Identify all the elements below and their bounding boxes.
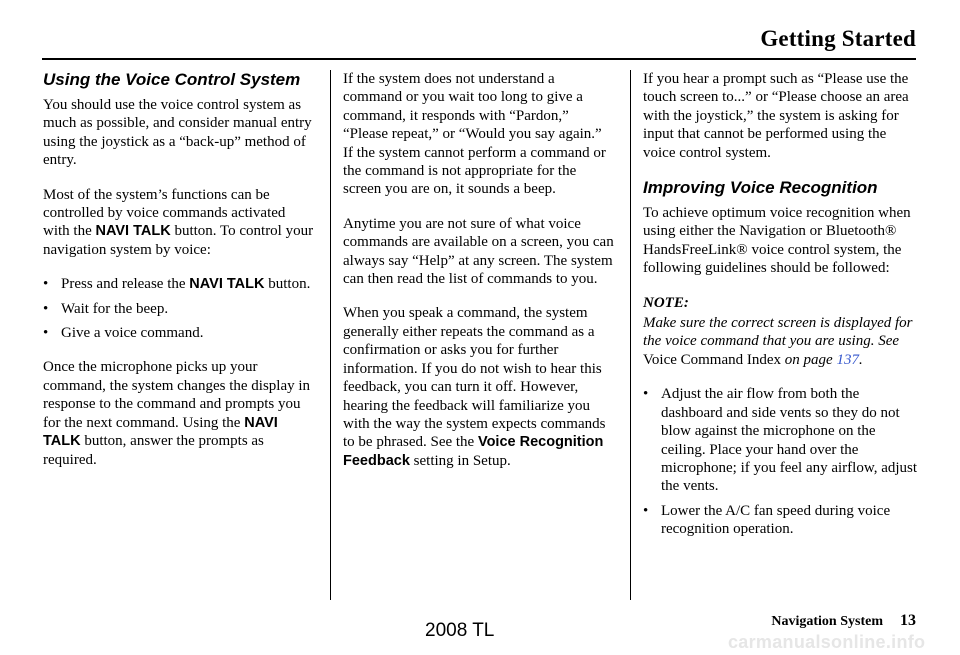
- note-text: Make sure the correct screen is displayed for the voice command that you are using. See Voice Command Index on page 137.: [643, 315, 913, 368]
- voice-command-index-ref: Voice Command Index: [643, 351, 782, 368]
- page-number: 13: [900, 612, 916, 629]
- footer-section-title: Navigation System: [771, 614, 883, 629]
- column-divider-2: [630, 70, 631, 600]
- page-header-title: Getting Started: [760, 26, 916, 51]
- voice-recognition-feedback-label: Voice Recognition Feedback: [343, 434, 604, 469]
- navi-talk-label: NAVI TALK: [189, 276, 265, 293]
- paragraph: If you hear a prompt such as “Please use the touch screen to...” or “Please choose an area with the joystick,” the system is asking for input that cannot be performed using the voice control system.: [643, 71, 909, 161]
- site-watermark: carmanualsonline.info: [728, 632, 926, 652]
- paragraph: You should use the voice control system as much as possible, and consider manual entry using the joystick as a “back-up” method of entry.: [43, 97, 312, 169]
- column-3: [643, 70, 918, 555]
- page-link-137[interactable]: 137: [836, 351, 859, 368]
- list-item: • Adjust the air flow from both the dashboard and side vents so they do not blow against the microphone on the ceiling. Place your hand over the microphone; if you feel any airflow, adjust the vents.: [643, 385, 918, 495]
- paragraph: Most of the system’s functions can be controlled by voice commands activated with the NAVI TALK button. To control your navigation system by voice:: [43, 186, 314, 258]
- paragraph: When you speak a command, the system generally either repeats the command as a confirmation or asks you for further information. If you do not wish to hear this feedback, you can turn it off. However, hearing the feedback will familiarize you with the way the system expects commands to be phrased. See the Voice Recognition Feedback setting in Setup.: [343, 305, 606, 469]
- list-item: • Give a voice command.: [43, 324, 315, 342]
- section-heading-voice-control: Using the Voice Control System: [43, 70, 301, 89]
- paragraph: To achieve optimum voice recognition when using either the Navigation or Bluetooth® HandsFreeLink® voice control system, the following guidelines should be followed:: [643, 205, 911, 277]
- paragraph: If the system does not understand a command or you wait too long to give a command, it responds with “Pardon,” “Please repeat,” or “Would you say again.” If the system cannot perform a command or the command is not appropriate for the screen you are on, it sounds a beep.: [343, 71, 606, 198]
- column-2: [343, 70, 615, 486]
- paragraph: Once the microphone picks up your command, the system changes the display in response to the command and prompts you for the next command. Using the NAVI TALK button, answer the prompts as required.: [43, 359, 311, 468]
- list-item: • Wait for the beep.: [43, 300, 315, 318]
- steps-list: [43, 275, 315, 342]
- navi-talk-label: NAVI TALK: [95, 223, 171, 240]
- guidelines-list: [643, 385, 918, 538]
- list-item: • Lower the A/C fan speed during voice recognition operation.: [643, 502, 918, 539]
- navi-talk-label: NAVI TALK: [43, 414, 278, 450]
- section-heading-improving-recognition: Improving Voice Recognition: [643, 178, 878, 198]
- header-rule: [42, 58, 916, 60]
- column-divider-1: [330, 70, 331, 600]
- column-1: [43, 70, 315, 485]
- note-label: NOTE:: [643, 294, 689, 311]
- model-watermark: 2008 TL: [425, 620, 495, 641]
- paragraph: Anytime you are not sure of what voice commands are available on a screen, you can always say “Help” at any screen. The system can then read the list of commands to you.: [343, 215, 614, 288]
- list-item: • Press and release the NAVI TALK button.: [43, 275, 315, 293]
